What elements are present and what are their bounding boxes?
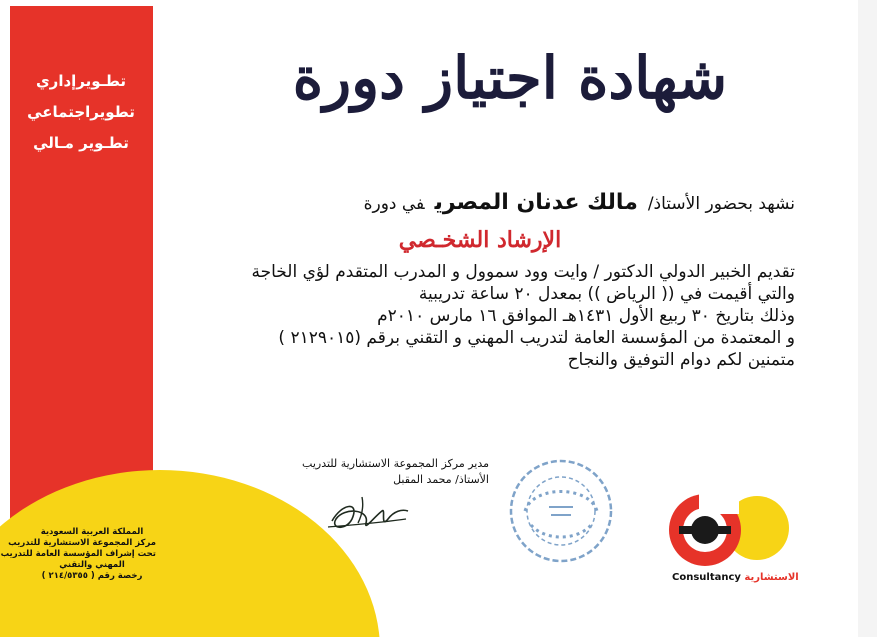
signature-image xyxy=(322,489,412,539)
certificate-body xyxy=(165,190,795,371)
trainee-name: مالك عدنان المصري xyxy=(434,190,638,215)
course-name: الإرشاد الشخـصي xyxy=(398,227,562,253)
date-line: وذلك بتاريخ ٣٠ ربيع الأول ١٤٣١هـ الموافق ١٦ مارس ٢٠١٠م xyxy=(377,306,795,326)
closing-line: متمنين لكم دوام التوفيق والنجاح xyxy=(567,350,795,370)
tagline-administrative: تطـويرإداري xyxy=(35,72,127,90)
location-line: والتي أقيمت في (( الرياض )) بمعدل ٢٠ ساعة تدريبية xyxy=(418,284,795,304)
tagline-social: تطويراجتماعي xyxy=(27,103,135,121)
consultancy-logo xyxy=(665,490,790,570)
official-stamp xyxy=(505,455,617,567)
address-line: مركز المجموعة الاستشارية للتدريب xyxy=(8,538,156,548)
center-address xyxy=(0,527,156,582)
address-line: المهني والتقني xyxy=(59,560,125,570)
witness-prefix: نشهد بحضور الأستاذ/ xyxy=(647,194,795,214)
witness-line xyxy=(165,190,795,217)
presenter-line: تقديم الخبير الدولي الدكتور / وايت وود سموول و المدرب المتقدم لؤي الخاجة xyxy=(251,262,795,282)
address-line: المملكة العربية السعودية xyxy=(40,527,144,537)
manager-name: الأستاذ/ محمد المقبل xyxy=(393,473,489,486)
manager-block xyxy=(265,456,489,488)
scan-edge xyxy=(858,0,877,637)
witness-suffix: في دورة xyxy=(363,194,425,214)
logo-caption xyxy=(672,572,799,583)
logo-arabic-text: الاستشارية xyxy=(744,572,799,583)
certificate-title: شهادة اجتياز دورة xyxy=(292,44,728,112)
logo-latin-text: Consultancy xyxy=(672,572,741,583)
sidebar-taglines xyxy=(14,66,148,159)
tagline-financial: تطـوير مـالي xyxy=(33,134,129,152)
manager-title: مدير مركز المجموعة الاستشارية للتدريب xyxy=(302,457,489,470)
accreditation-line: و المعتمدة من المؤسسة العامة لتدريب المهني و التقني برقم (٢١٢٩٠١٥ ) xyxy=(278,328,795,348)
license-line: رخصة رقم ( ٢١٤/٥٣٥٥ ) xyxy=(41,571,143,581)
address-line: تحت إشراف المؤسسة العامة للتدريب xyxy=(0,549,156,559)
